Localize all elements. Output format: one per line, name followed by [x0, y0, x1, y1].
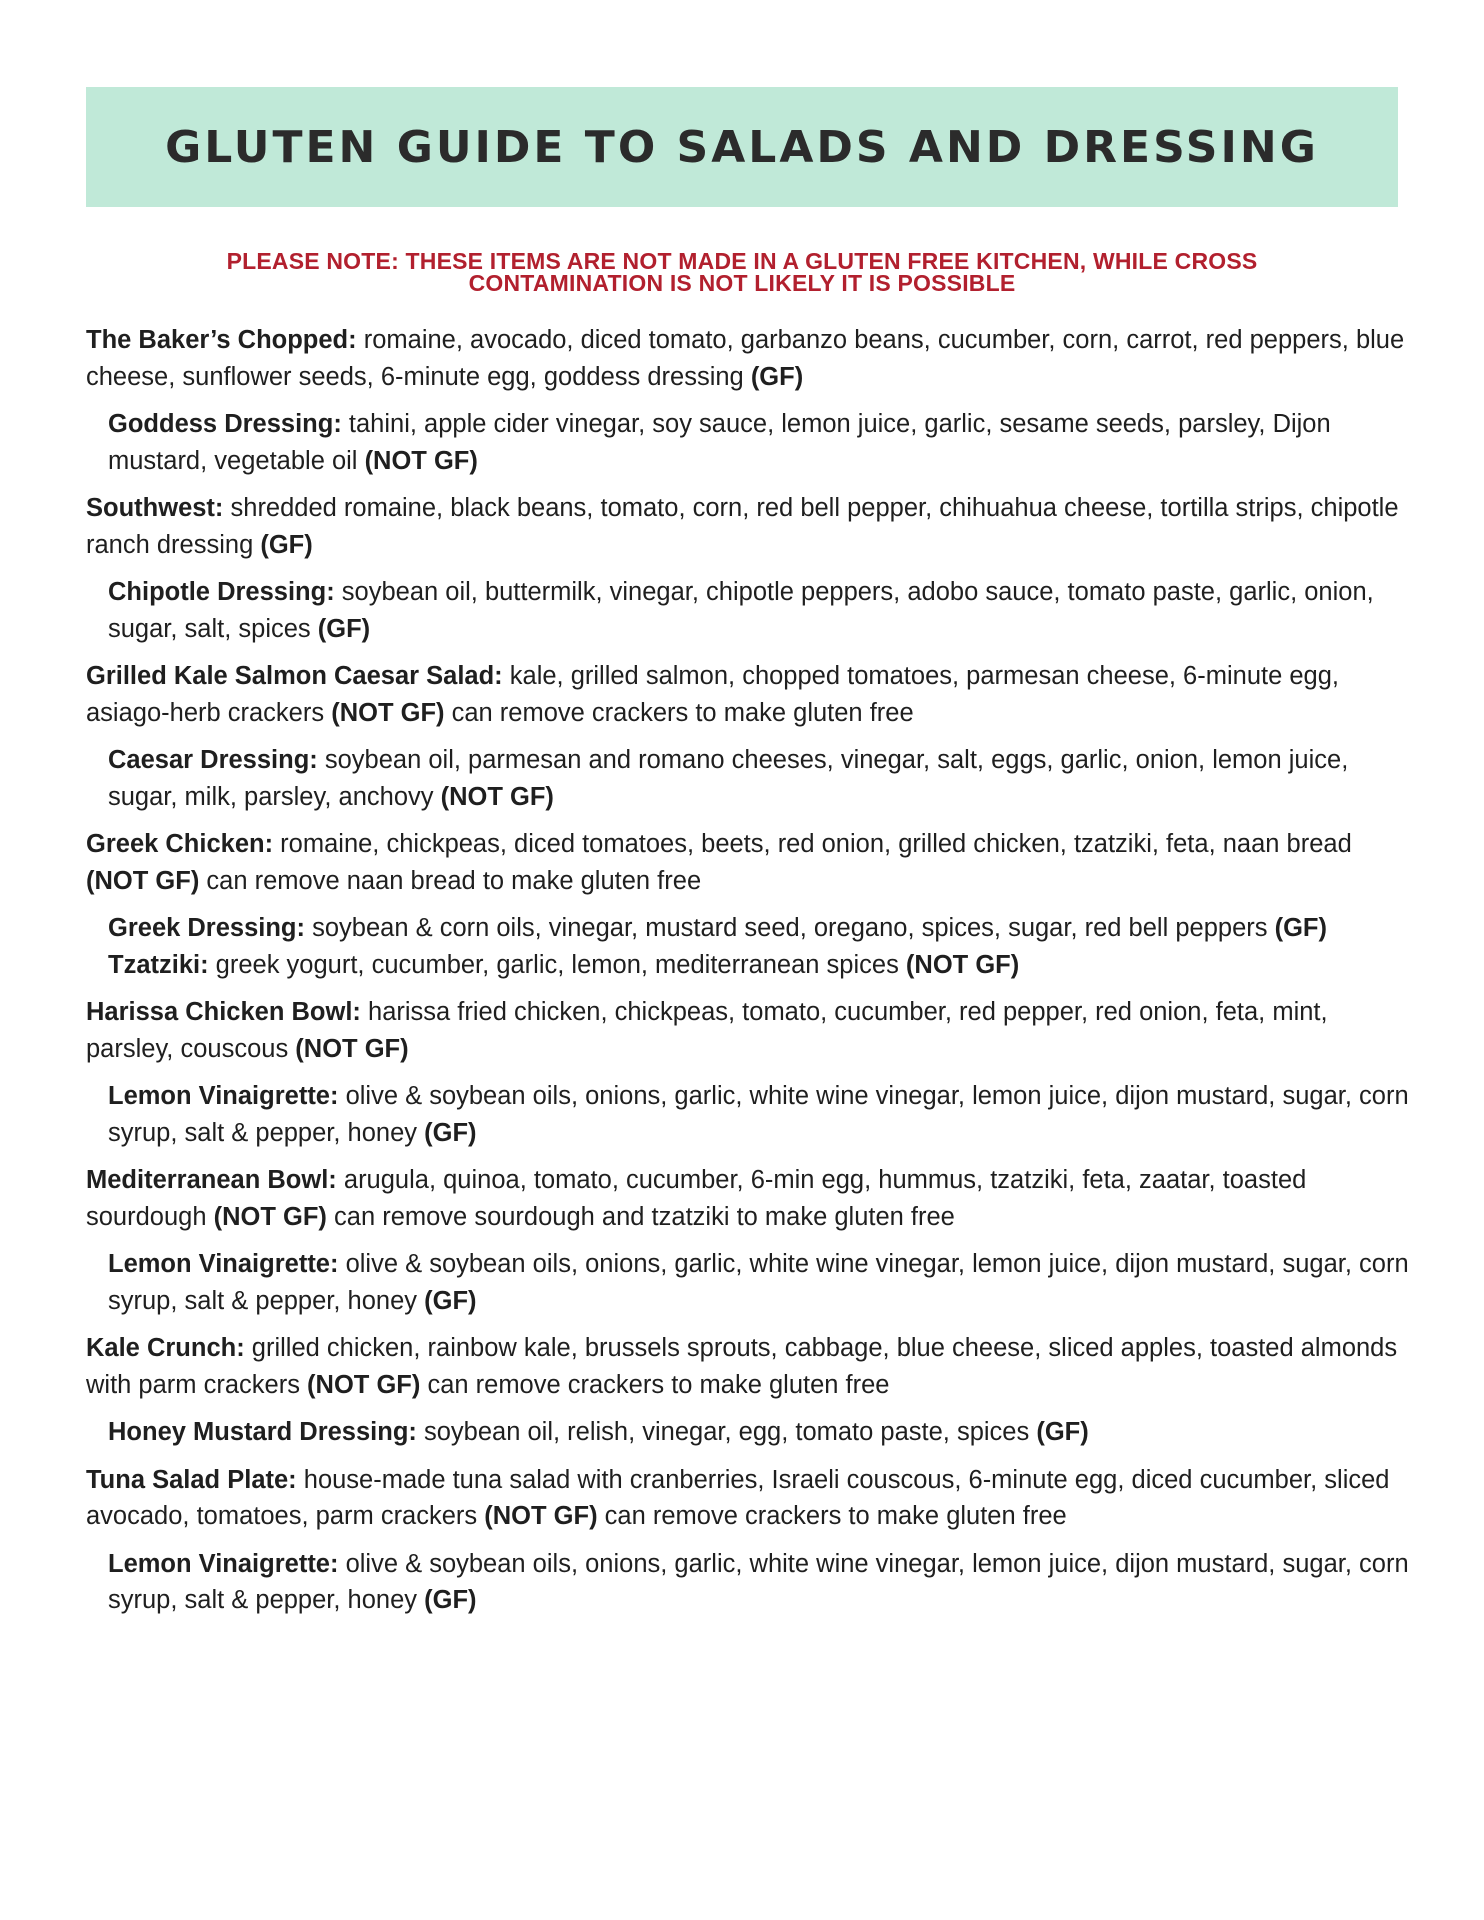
- entry-ingredients: house-made tuna salad with cranberries, Israeli couscous, 6-minute egg, diced cucumber, sliced avocado, tomatoes, parm crackers: [86, 1465, 1390, 1530]
- gluten-tag: (GF): [1274, 914, 1327, 942]
- entry-name: Harissa Chicken Bowl:: [86, 998, 361, 1026]
- salad-entry: [86, 1462, 1416, 1535]
- menu-entries: [86, 322, 1416, 1630]
- dressing-entry: [86, 947, 1416, 984]
- entry-ingredients: harissa fried chicken, chickpeas, tomato, cucumber, red pepper, red onion, feta, mint, parsley, couscous: [86, 998, 1328, 1063]
- entry-ingredients: soybean oil, buttermilk, vinegar, chipotle peppers, adobo sauce, tomato paste, garlic, onion, sugar, salt, spices: [108, 578, 1374, 643]
- entry-name: Chipotle Dressing:: [108, 578, 335, 606]
- entry-ingredients: olive & soybean oils, onions, garlic, white wine vinegar, lemon juice, dijon mustard, sugar, corn syrup, salt & pepper, honey: [108, 1082, 1409, 1147]
- gluten-tag: (NOT GF): [364, 446, 478, 475]
- entry-ingredients: soybean & corn oils, vinegar, mustard seed, oregano, spices, sugar, red bell peppers: [305, 914, 1275, 942]
- gluten-tag: (GF): [750, 362, 804, 391]
- gluten-tag: (GF): [424, 1286, 477, 1315]
- entry-note: can remove crackers to make gluten free: [597, 1502, 1067, 1530]
- entry-note: can remove sourdough and tzatziki to make gluten free: [326, 1202, 955, 1231]
- entry-name: Mediterranean Bowl:: [86, 1166, 337, 1194]
- entry-name: The Baker’s Chopped:: [86, 326, 357, 354]
- salad-entry: [86, 1162, 1416, 1235]
- dressing-entry: [86, 1078, 1416, 1151]
- entry-name: Lemon Vinaigrette:: [108, 1082, 339, 1110]
- entry-name: Caesar Dressing:: [108, 746, 318, 774]
- entry-name: Greek Dressing:: [108, 914, 306, 942]
- entry-name: Honey Mustard Dressing:: [108, 1418, 417, 1446]
- entry-ingredients: grilled chicken, rainbow kale, brussels sprouts, cabbage, blue cheese, sliced apples, toasted almonds with parm crackers: [86, 1334, 1398, 1399]
- entry-ingredients: romaine, chickpeas, diced tomatoes, beets, red onion, grilled chicken, tzatziki, feta, naan bread: [273, 830, 1352, 858]
- cross-contamination-note: PLEASE NOTE: THESE ITEMS ARE NOT MADE IN A GLUTEN FREE KITCHEN, WHILE CROSS CONTAMINATION IS NOT LIKELY IT IS POSSIBLE: [226, 248, 1258, 296]
- gluten-tag: (NOT GF): [307, 1370, 421, 1399]
- gluten-tag: (NOT GF): [905, 950, 1020, 979]
- entry-ingredients: shredded romaine, black beans, tomato, corn, red bell pepper, chihuahua cheese, tortilla strips, chipotle ranch dressing: [86, 494, 1399, 559]
- salad-entry: [86, 322, 1416, 395]
- entry-name: Tuna Salad Plate:: [86, 1465, 297, 1494]
- salad-entry: [86, 1330, 1416, 1403]
- entry-note: can remove crackers to make gluten free: [420, 1370, 890, 1399]
- page-title: GLUTEN GUIDE TO SALADS AND DRESSING: [165, 121, 1319, 173]
- entry-ingredients: soybean oil, relish, vinegar, egg, tomato paste, spices: [416, 1418, 1037, 1446]
- salad-entry: [86, 490, 1416, 563]
- entry-ingredients: olive & soybean oils, onions, garlic, white wine vinegar, lemon juice, dijon mustard, sugar, corn syrup, salt & pepper, honey: [108, 1549, 1409, 1614]
- salad-entry: [86, 658, 1416, 731]
- entry-name: Grilled Kale Salmon Caesar Salad:: [86, 662, 503, 690]
- gluten-tag: (GF): [317, 614, 371, 643]
- entry-name: Kale Crunch:: [86, 1334, 245, 1362]
- dressing-entry: [86, 1414, 1416, 1451]
- entry-ingredients: kale, grilled salmon, chopped tomatoes, parmesan cheese, 6-minute egg, asiago-herb crackers: [86, 662, 1339, 727]
- gluten-tag: (NOT GF): [86, 866, 200, 895]
- gluten-tag: (NOT GF): [484, 1502, 598, 1530]
- dressing-entry: [86, 1246, 1416, 1319]
- entry-ingredients: greek yogurt, cucumber, garlic, lemon, mediterranean spices: [208, 950, 906, 979]
- gluten-tag: (NOT GF): [331, 698, 445, 727]
- entry-name: Southwest:: [86, 494, 224, 522]
- gluten-tag: (GF): [424, 1118, 477, 1147]
- gluten-tag: (NOT GF): [295, 1034, 409, 1063]
- dressing-entry: [86, 406, 1416, 479]
- gluten-tag: (GF): [424, 1586, 477, 1614]
- entry-ingredients: romaine, avocado, diced tomato, garbanzo beans, cucumber, corn, carrot, red peppers, blue cheese, sunflower seeds, 6-minute egg, goddess dressing: [86, 326, 1405, 391]
- entry-name: Greek Chicken:: [86, 830, 274, 858]
- entry-name: Lemon Vinaigrette:: [108, 1250, 339, 1278]
- salad-entry: [86, 994, 1416, 1067]
- entry-ingredients: tahini, apple cider vinegar, soy sauce, lemon juice, garlic, sesame seeds, parsley, Dijon mustard, vegetable oil: [108, 410, 1331, 475]
- entry-ingredients: arugula, quinoa, tomato, cucumber, 6-min egg, hummus, tzatziki, feta, zaatar, toasted sourdough: [86, 1166, 1307, 1231]
- gluten-tag: (NOT GF): [440, 782, 554, 811]
- dressing-entry: [86, 574, 1416, 647]
- entry-note: can remove naan bread to make gluten free: [199, 866, 702, 895]
- entry-name: Goddess Dressing:: [108, 410, 342, 438]
- dressing-entry: [86, 910, 1416, 947]
- gluten-tag: (GF): [1036, 1418, 1089, 1446]
- salad-entry: [86, 826, 1416, 899]
- entry-ingredients: soybean oil, parmesan and romano cheeses, vinegar, salt, eggs, garlic, onion, lemon juice, sugar, milk, parsley, anchovy: [108, 746, 1349, 811]
- entry-ingredients: olive & soybean oils, onions, garlic, white wine vinegar, lemon juice, dijon mustard, sugar, corn syrup, salt & pepper, honey: [108, 1250, 1409, 1315]
- entry-note: can remove crackers to make gluten free: [444, 698, 914, 727]
- dressing-entry: [86, 1546, 1416, 1619]
- title-banner: [86, 87, 1398, 207]
- entry-name: Lemon Vinaigrette:: [108, 1549, 339, 1578]
- dressing-entry: [86, 742, 1416, 815]
- entry-name: Tzatziki:: [108, 950, 209, 979]
- gluten-tag: (GF): [260, 530, 313, 559]
- gluten-tag: (NOT GF): [213, 1202, 327, 1231]
